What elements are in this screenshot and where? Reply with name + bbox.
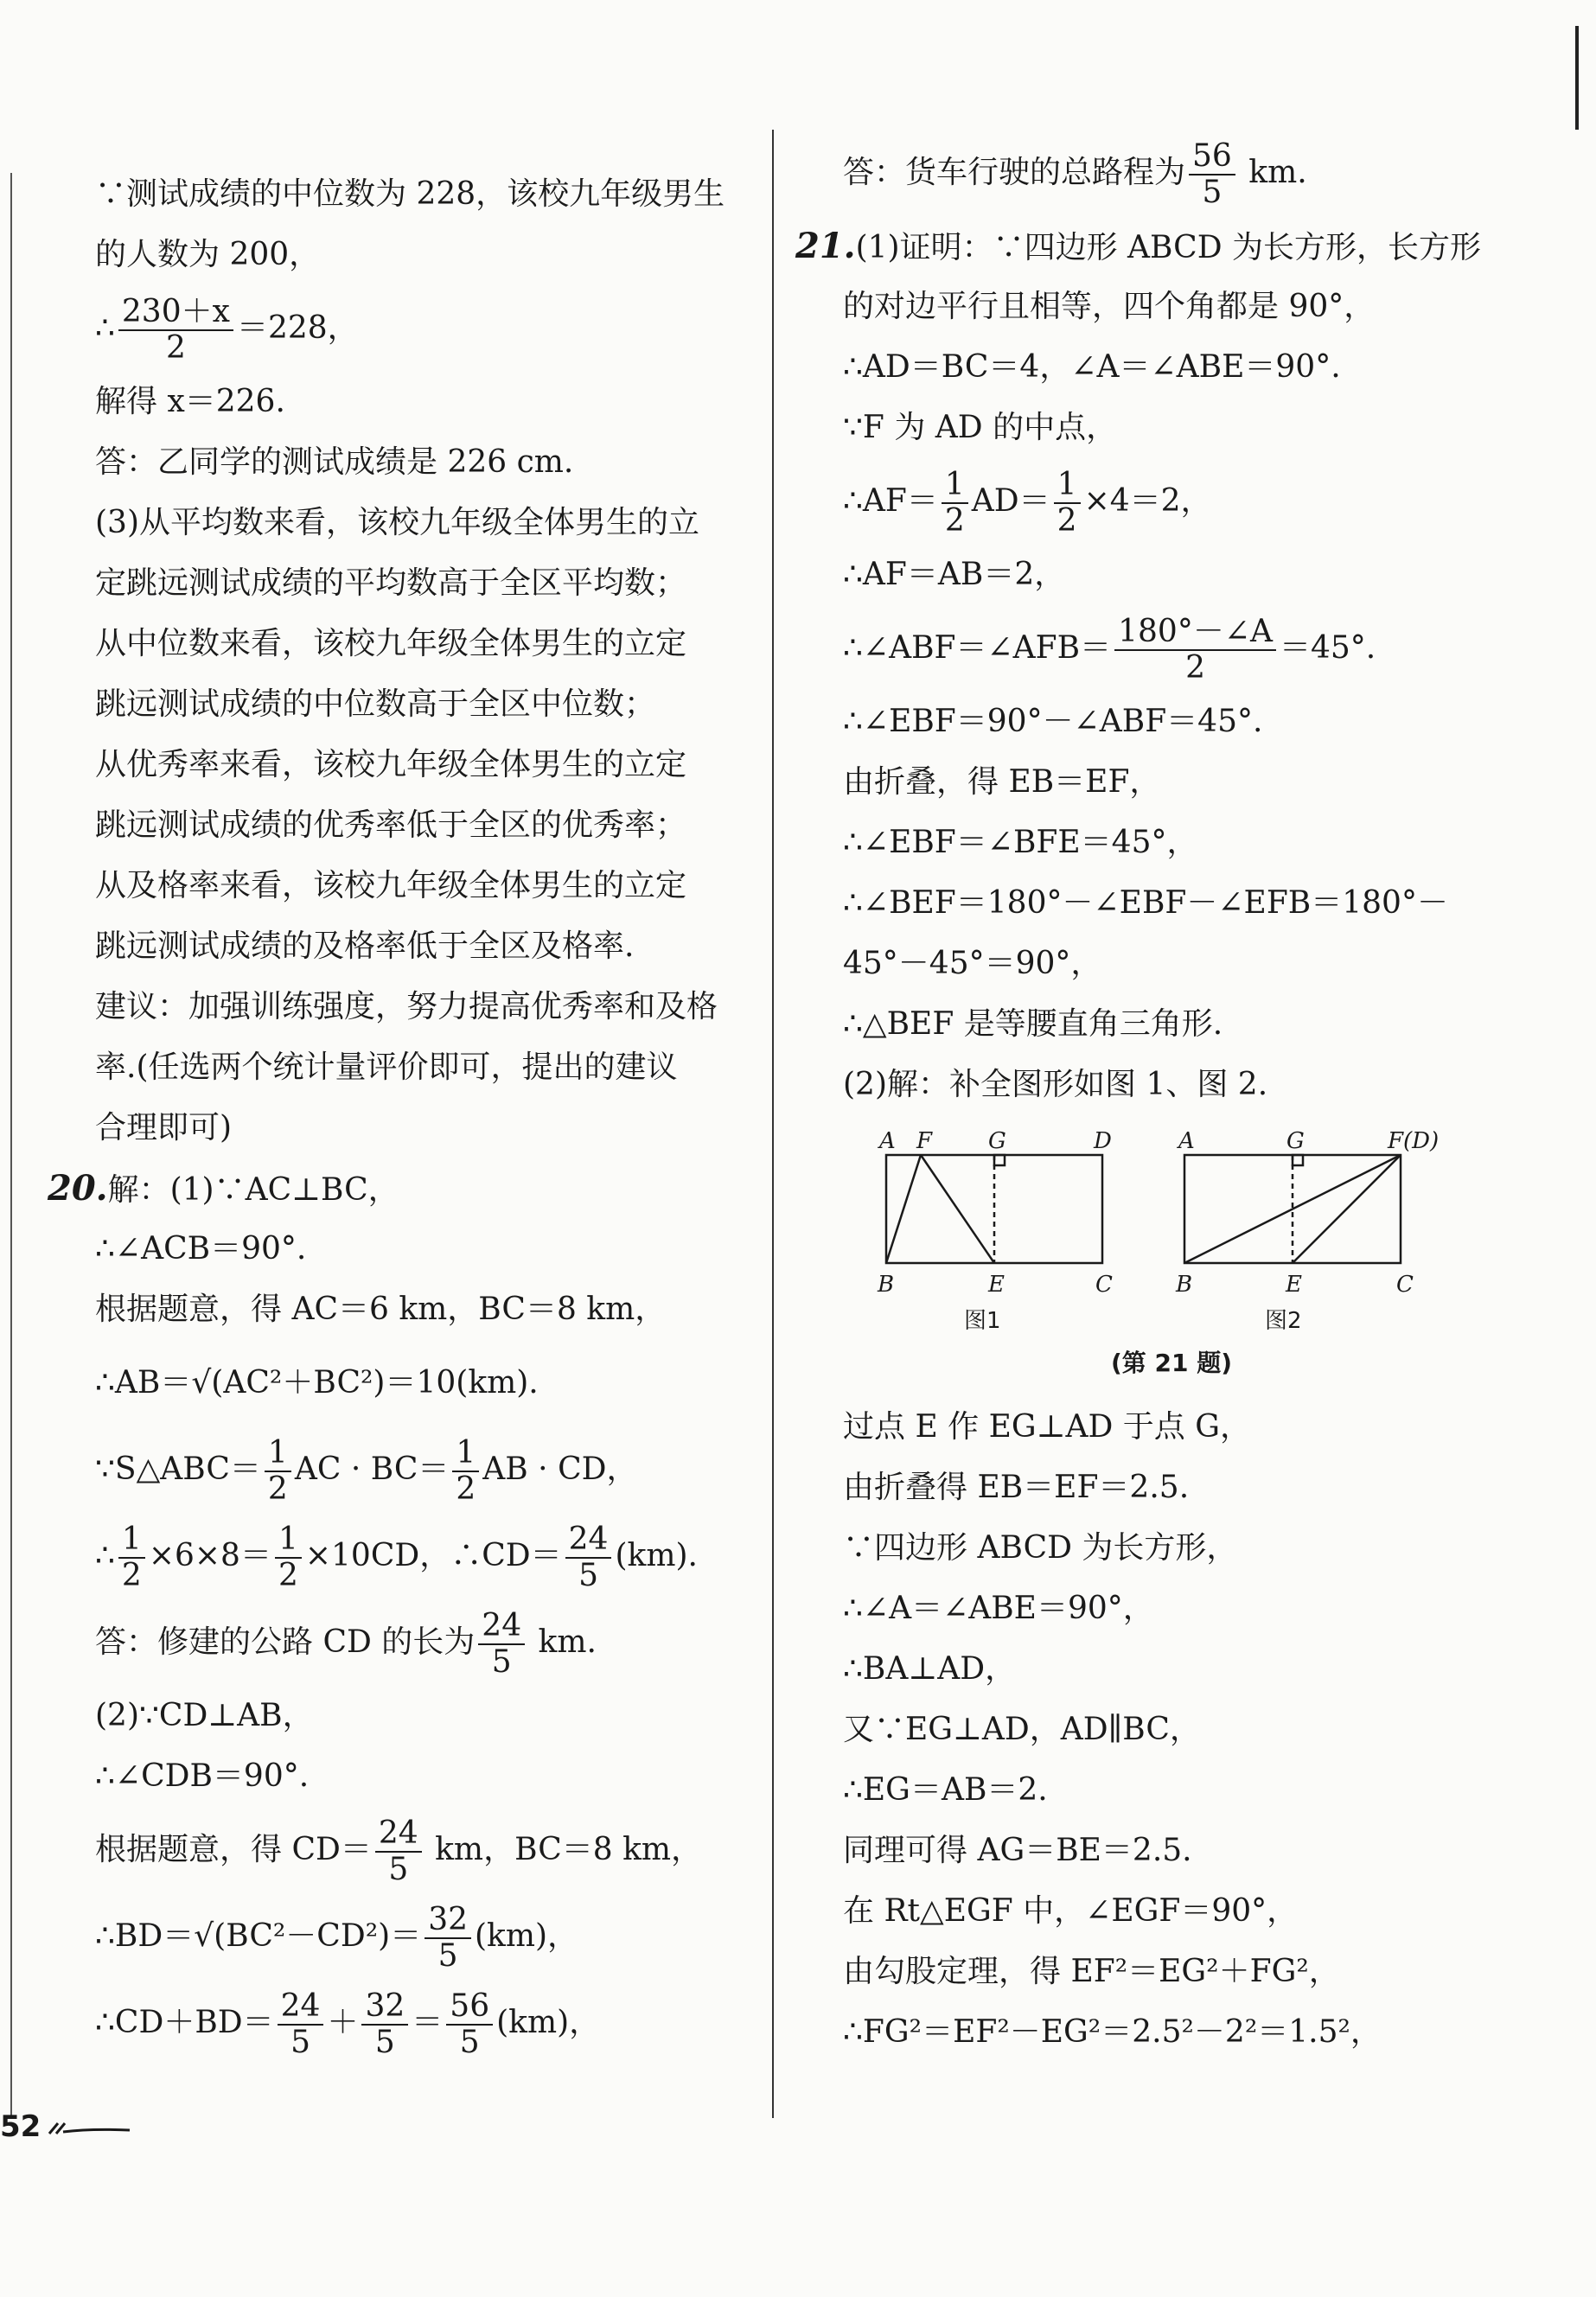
- text-line: 45°－45°＝90°，: [843, 946, 1102, 981]
- text-line: ∴AF＝AB＝2，: [843, 557, 1066, 592]
- fig2-label-G: G: [1286, 1128, 1305, 1154]
- corner-mark: [1575, 26, 1579, 130]
- equation-line: ∴BD＝√(BC²－CD²)＝ $\frac{32}{5}$ (km)，: [95, 1902, 579, 1974]
- equation-line: ∴ $\frac{1}{2}$ ×6×8＝ $\frac{1}{2}$ ×10CD，∴CD＝ $\frac{24}{5}$ (km).: [95, 1522, 698, 1593]
- text-line: ∴∠CDB＝90°.: [95, 1758, 310, 1794]
- text-line: 的人数为 200，: [95, 237, 321, 272]
- text-line: 又∵EG⊥AD，AD∥BC，: [843, 1712, 1201, 1747]
- text-line: 跳远测试成绩的及格率低于全区及格率.: [95, 928, 635, 964]
- text-line: ∴EG＝AB＝2.: [843, 1772, 1048, 1808]
- text-line: (2)解：补全图形如图 1、图 2.: [843, 1067, 1268, 1102]
- left-column: [48, 164, 752, 2066]
- fig1-label-F: F: [916, 1128, 933, 1154]
- text-line: ∴∠A＝∠ABE＝90°，: [843, 1591, 1154, 1626]
- page-edge-line: [10, 173, 12, 2118]
- text-line: ∴AD＝BC＝4，∠A＝∠ABE＝90°.: [843, 349, 1341, 385]
- text-line: ∴∠EBF＝∠BFE＝45°，: [843, 825, 1198, 860]
- text-line: ∵F 为 AD 的中点，: [843, 410, 1118, 445]
- column-divider: [772, 130, 774, 2118]
- text-line: ∵四边形 ABCD 为长方形，: [843, 1530, 1238, 1566]
- text-line: ∴△BEF 是等腰直角三角形.: [843, 1006, 1223, 1042]
- text-line: 由折叠，得 EB＝EF，: [843, 764, 1161, 800]
- equation-line: 答：货车行驶的总路程为 $\frac{56}{5}$ km.: [843, 138, 1307, 210]
- fig2-caption: 图2: [1265, 1308, 1302, 1334]
- page-number: 52: [0, 2109, 41, 2144]
- text-line: ∴∠EBF＝90°－∠ABF＝45°.: [843, 704, 1263, 739]
- fig1-label-C: C: [1095, 1272, 1113, 1298]
- equation-line: 答：修建的公路 CD 的长为 $\frac{24}{5}$ km.: [95, 1608, 597, 1680]
- text-line: 从优秀率来看，该校九年级全体男生的立定: [95, 747, 687, 782]
- equation-line: ∵S△ABC＝ $\frac{1}{2}$ AC · BC＝ $\frac{1}{2}$ AB · CD，: [95, 1435, 638, 1507]
- equation-line: ∴∠ABF＝∠AFB＝ $\frac{180^\circ-\angle A}{2}$ ＝45°.: [843, 614, 1376, 686]
- figure-2: [1184, 1155, 1401, 1263]
- fig2-label-FD: F(D): [1388, 1128, 1440, 1154]
- text-line: 跳远测试成绩的优秀率低于全区的优秀率；: [95, 807, 687, 843]
- fig1-label-A: A: [879, 1128, 896, 1154]
- equation-line: ∴ $\frac{230+x}{2}$ ＝228，: [95, 294, 359, 366]
- text-line: 由勾股定理，得 EF²＝EG²＋FG²，: [843, 1954, 1340, 1989]
- text-line: 的对边平行且相等，四个角都是 90°，: [843, 289, 1376, 324]
- fig1-label-G: G: [988, 1128, 1006, 1154]
- equation-line: ∴CD＋BD＝ $\frac{24}{5}$ ＋ $\frac{32}{5}$ ＝ $\frac{56}{5}$ (km)，: [95, 1988, 601, 2060]
- text-line: ∴∠ACB＝90°.: [95, 1231, 307, 1267]
- equation-line: ∴AF＝ $\frac{1}{2}$ AD＝ $\frac{1}{2}$ ×4＝2，: [843, 467, 1212, 539]
- text-line: 在 Rt△EGF 中，∠EGF＝90°，: [843, 1893, 1299, 1929]
- text-line: ∴∠BEF＝180°－∠EBF－∠EFB＝180°－: [843, 885, 1448, 921]
- text-line: (3)从平均数来看，该校九年级全体男生的立: [95, 505, 699, 540]
- question-21: 21.(1)证明：∵四边形 ABCD 为长方形，长方形: [795, 226, 1482, 266]
- right-column: [795, 138, 1500, 2063]
- figure-caption: (第 21 题): [1110, 1349, 1233, 1377]
- text-line: 跳远测试成绩的中位数高于全区中位数；: [95, 686, 656, 722]
- fraction: $\frac{230+x}{2}$: [118, 295, 233, 366]
- text-line: 由折叠得 EB＝EF＝2.5.: [843, 1470, 1190, 1505]
- fig1-label-B: B: [878, 1272, 895, 1298]
- text-line: 从中位数来看，该校九年级全体男生的立定: [95, 626, 687, 661]
- text-line: 率.(任选两个统计量评价即可，提出的建议: [95, 1050, 678, 1085]
- fig1-label-D: D: [1094, 1128, 1112, 1154]
- text-line: ∵测试成绩的中位数为 228，该校九年级男生: [95, 176, 725, 212]
- text-line: 根据题意，得 AC＝6 km，BC＝8 km，: [95, 1292, 667, 1327]
- text-line: 从及格率来看，该校九年级全体男生的立定: [95, 868, 687, 903]
- text-line: 合理即可): [95, 1110, 233, 1145]
- footer-swash-icon: [48, 2120, 134, 2137]
- fig2-label-C: C: [1396, 1272, 1414, 1298]
- text-line: 同理可得 AG＝BE＝2.5.: [843, 1833, 1192, 1868]
- text-line: 建议：加强训练强度，努力提高优秀率和及格: [95, 989, 718, 1024]
- text-line: 解得 x＝226.: [95, 384, 285, 419]
- figure-21-diagram: [843, 1120, 1500, 1380]
- text-line: ∴AB＝√(AC²＋BC²)＝10(km).: [95, 1365, 539, 1401]
- text-line: ∴FG²＝EF²－EG²＝2.5²－2²＝1.5²，: [843, 2014, 1382, 2050]
- text-line: 过点 E 作 EG⊥AD 于点 G，: [843, 1409, 1252, 1445]
- fig1-caption: 图1: [964, 1308, 1001, 1334]
- text-line: ∴BA⊥AD，: [843, 1651, 1017, 1687]
- figure-21: [843, 1120, 1500, 1397]
- text-line: 答：乙同学的测试成绩是 226 cm.: [95, 444, 574, 480]
- equation-line: 根据题意，得 CD＝ $\frac{24}{5}$ km，BC＝8 km，: [95, 1815, 703, 1887]
- fig1-label-E: E: [988, 1272, 1005, 1298]
- fig2-label-E: E: [1286, 1272, 1302, 1298]
- fig2-label-B: B: [1176, 1272, 1193, 1298]
- fig2-label-A: A: [1178, 1128, 1195, 1154]
- question-20: 20.解：(1)∵AC⊥BC，: [48, 1168, 399, 1209]
- text-line: 定跳远测试成绩的平均数高于全区平均数；: [95, 565, 687, 601]
- figure-1: [886, 1155, 1102, 1263]
- text-line: (2)∵CD⊥AB，: [95, 1698, 314, 1733]
